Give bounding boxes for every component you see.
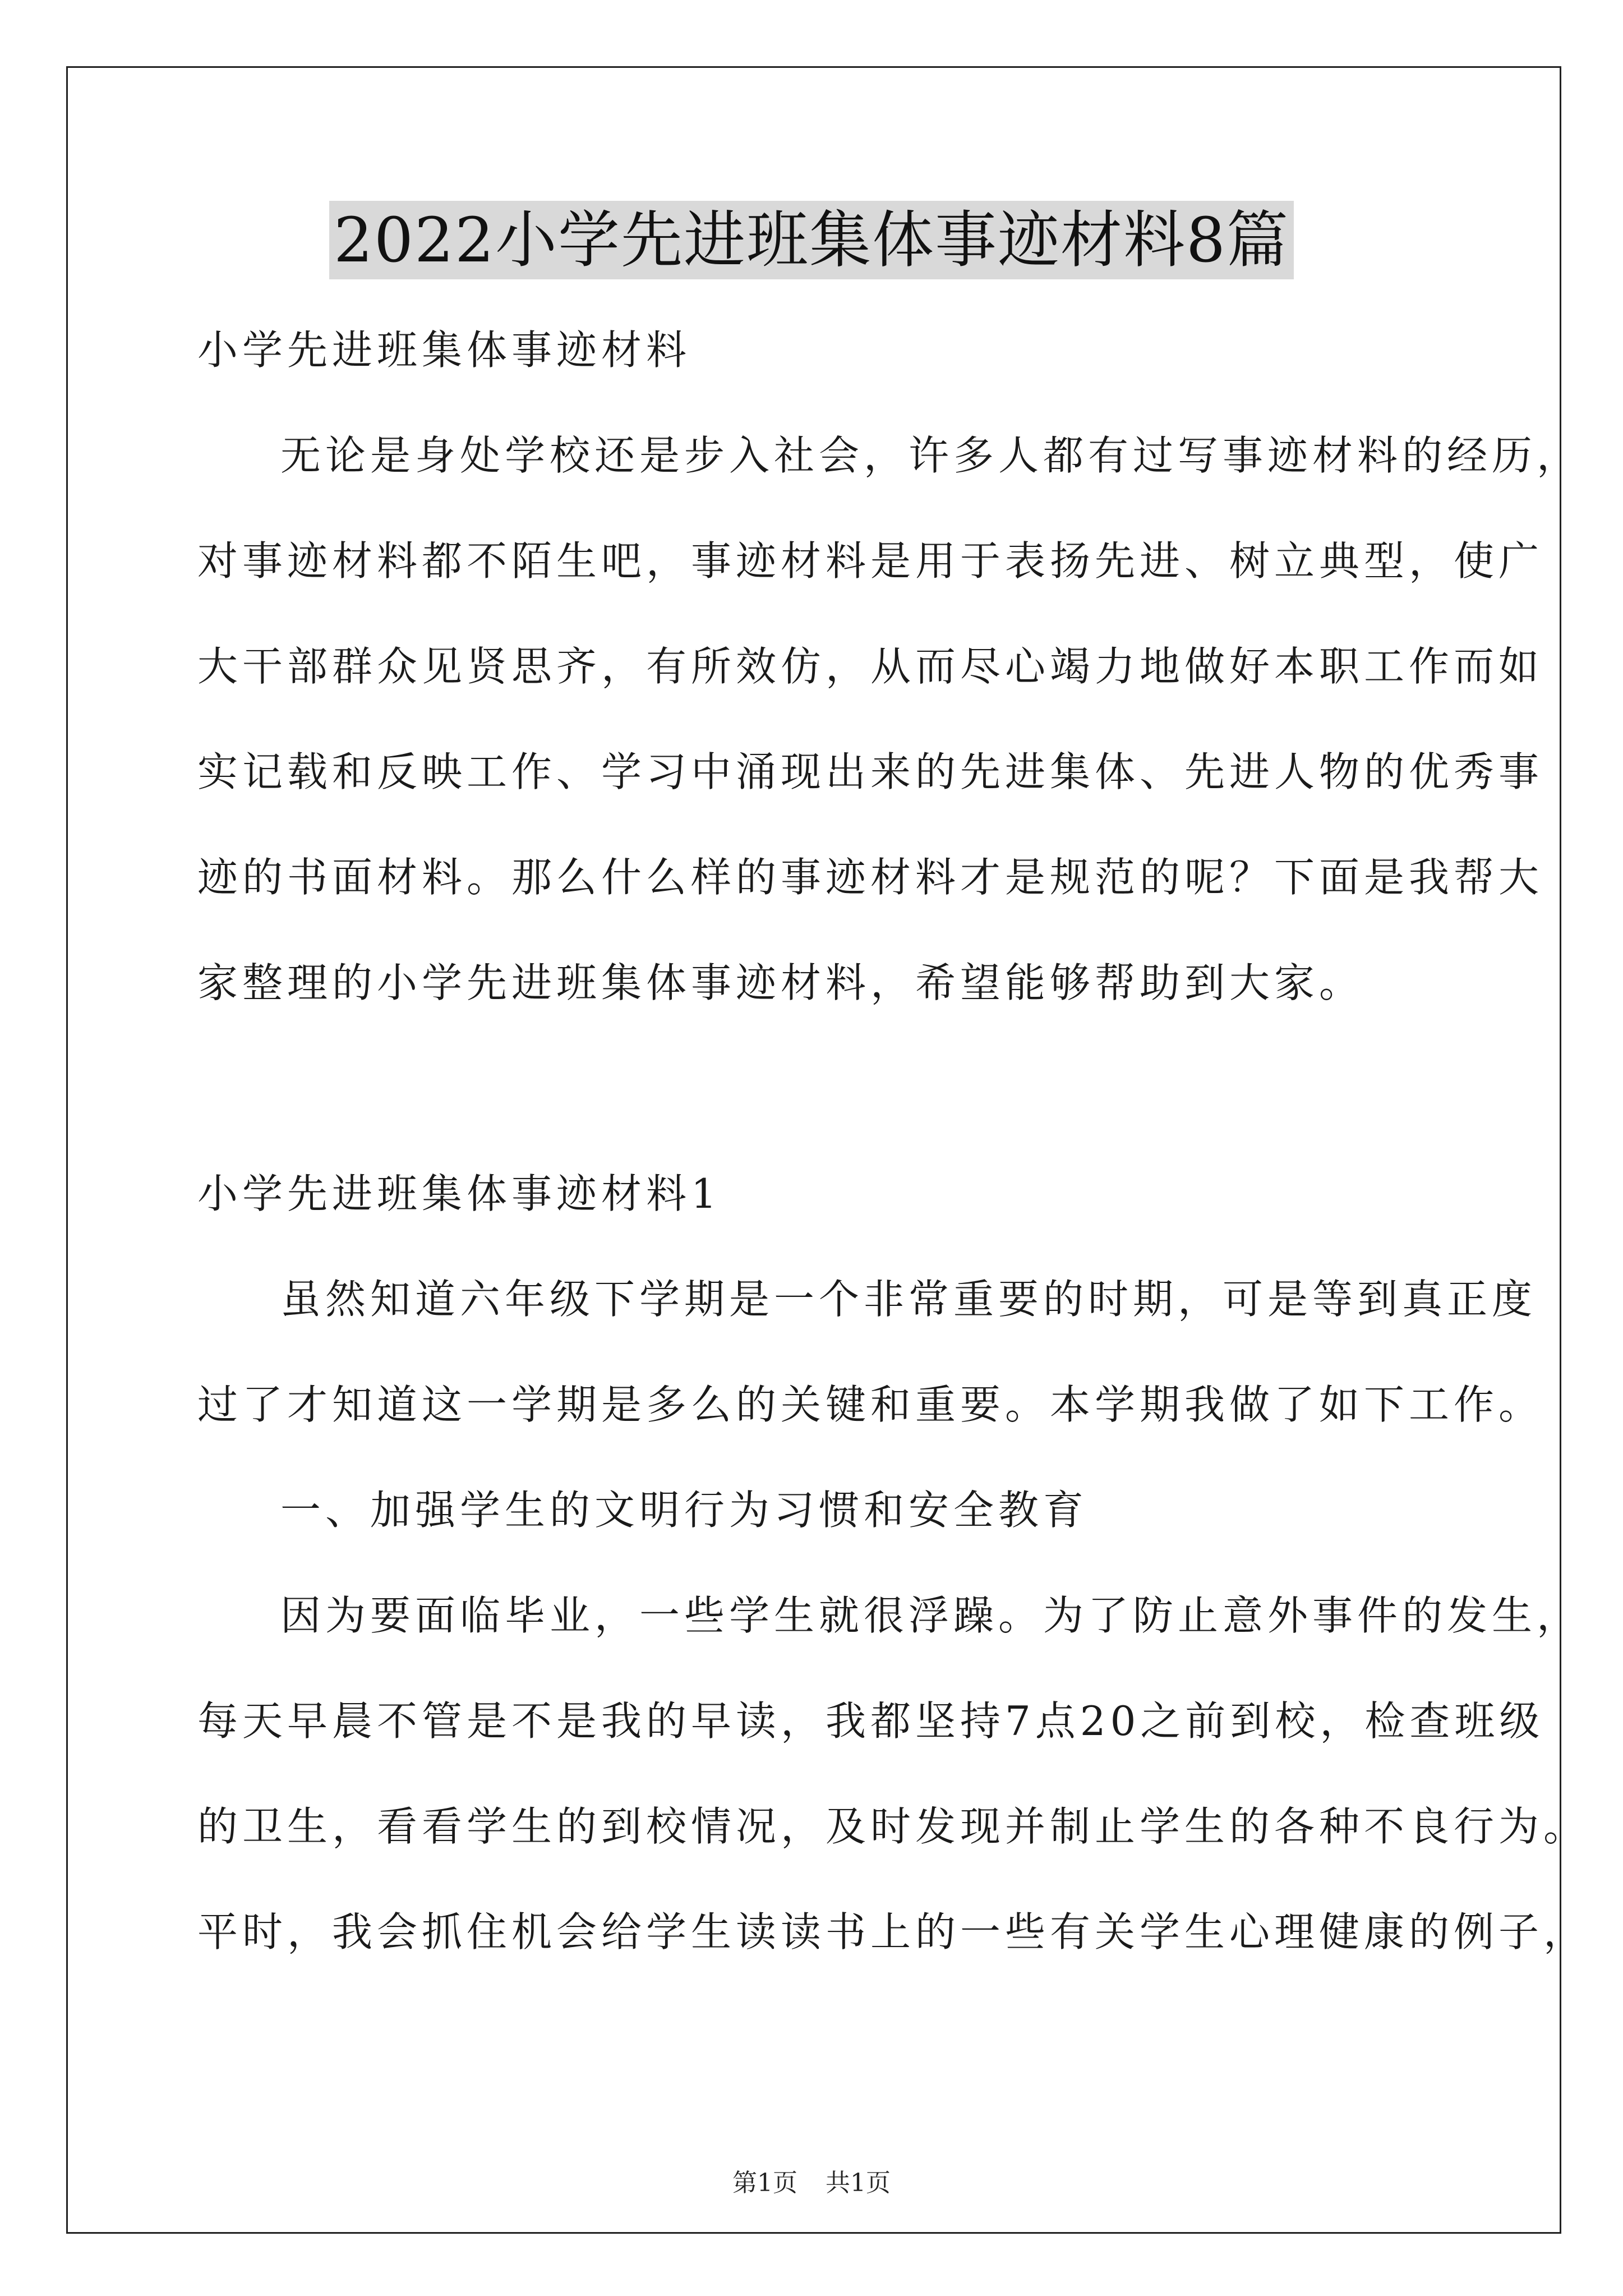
intro-heading: 小学先进班集体事迹材料 [197,326,691,374]
page-number-total: 共1页 [826,2169,891,2197]
intro-line: 无论是身处学校还是步入社会，许多人都有过写事迹材料的经历， [280,432,1582,479]
section-heading: 小学先进班集体事迹材料1 [197,1170,721,1217]
intro-line: 实记载和反映工作、学习中涌现出来的先进集体、先进人物的优秀事 [197,748,1544,795]
paragraph-line: 平时，我会抓住机会给学生读读书上的一些有关学生心理健康的例子， [197,1908,1589,1955]
section-subheading: 一、加强学生的文明行为习惯和安全教育 [280,1487,1089,1534]
intro-line: 对事迹材料都不陌生吧，事迹材料是用于表扬先进、树立典型，使广 [197,537,1544,585]
document-title: 2022小学先进班集体事迹材料8篇 [329,201,1294,279]
title-wrapper [0,201,1623,279]
paragraph-line: 的卫生，看看学生的到校情况，及时发现并制止学生的各种不良行为。 [197,1803,1589,1850]
paragraph-line: 每天早晨不管是不是我的早读，我都坚持7点20之前到校，检查班级 [197,1697,1544,1745]
intro-line: 家整理的小学先进班集体事迹材料，希望能够帮助到大家。 [197,959,1364,1006]
intro-line: 大干部群众见贤思齐，有所效仿，从而尽心竭力地做好本职工作而如 [197,643,1544,690]
intro-line: 迹的书面材料。那么什么样的事迹材料才是规范的呢？下面是我帮大 [197,854,1544,901]
document-body [197,297,1589,1985]
paragraph-line: 虽然知道六年级下学期是一个非常重要的时期，可是等到真正度 [280,1276,1537,1323]
page-footer [0,2166,1623,2200]
paragraph-line: 因为要面临毕业，一些学生就很浮躁。为了防止意外事件的发生， [280,1592,1582,1639]
blank-line [197,1036,1431,1141]
paragraph-line: 过了才知道这一学期是多么的关键和重要。本学期我做了如下工作。 [197,1381,1544,1428]
page-number-current: 第1页 [732,2169,797,2197]
